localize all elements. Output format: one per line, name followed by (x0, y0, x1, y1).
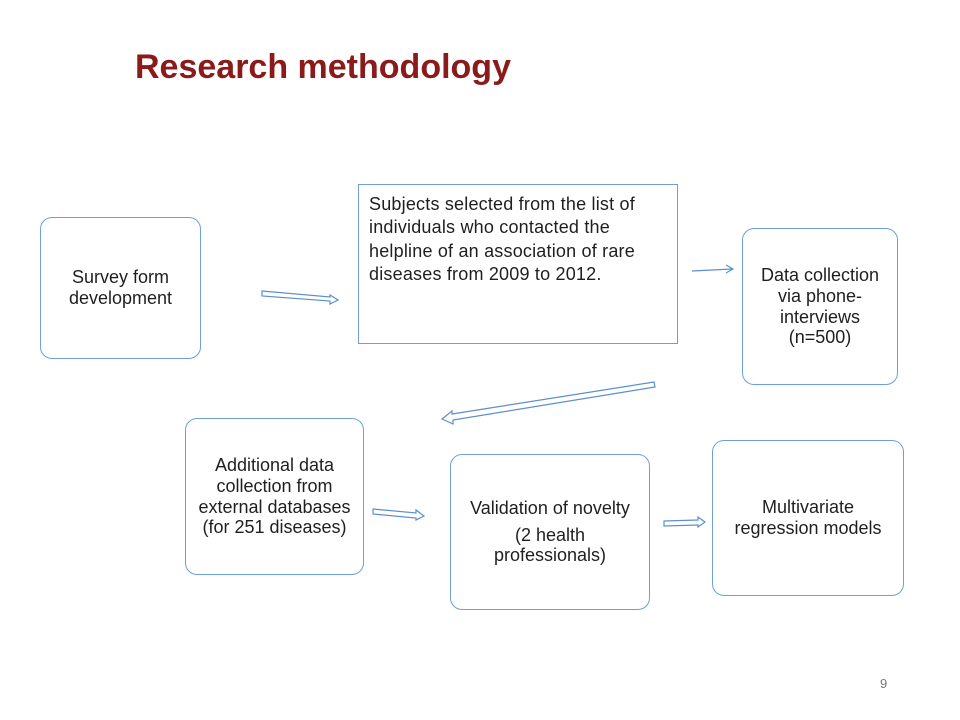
arrow-validation-to-regression (664, 517, 705, 527)
slide-title: Research methodology (135, 48, 511, 86)
data-collection-box (742, 228, 898, 385)
survey-form-box (40, 217, 201, 359)
additional-data-text: Additional data collection from external databases (for 251 diseases) (198, 455, 351, 538)
additional-data-box (185, 418, 364, 575)
arrow-subjects-to-data-collection (692, 265, 733, 273)
validation-text: Validation of novelty (470, 497, 630, 518)
regression-box (712, 440, 904, 596)
arrow-additional-to-validation (373, 509, 424, 520)
arrow-survey-to-subjects (262, 291, 338, 304)
survey-form-text: Survey form development (68, 267, 173, 308)
data-collection-text: Data collection via phone-interviews (n=500) (760, 265, 880, 348)
subjects-selection-box (358, 184, 678, 344)
validation-subtext: (2 health professionals) (493, 524, 607, 566)
subjects-selection-text: Subjects selected from the list of individuals who contacted the helpline of an association of rare diseases from 2009 to 2012. (369, 194, 635, 285)
regression-text: Multivariate regression models (734, 497, 882, 538)
arrow-data-collection-to-additional (442, 382, 655, 424)
page-number: 9 (880, 676, 888, 691)
validation-box (450, 454, 650, 610)
